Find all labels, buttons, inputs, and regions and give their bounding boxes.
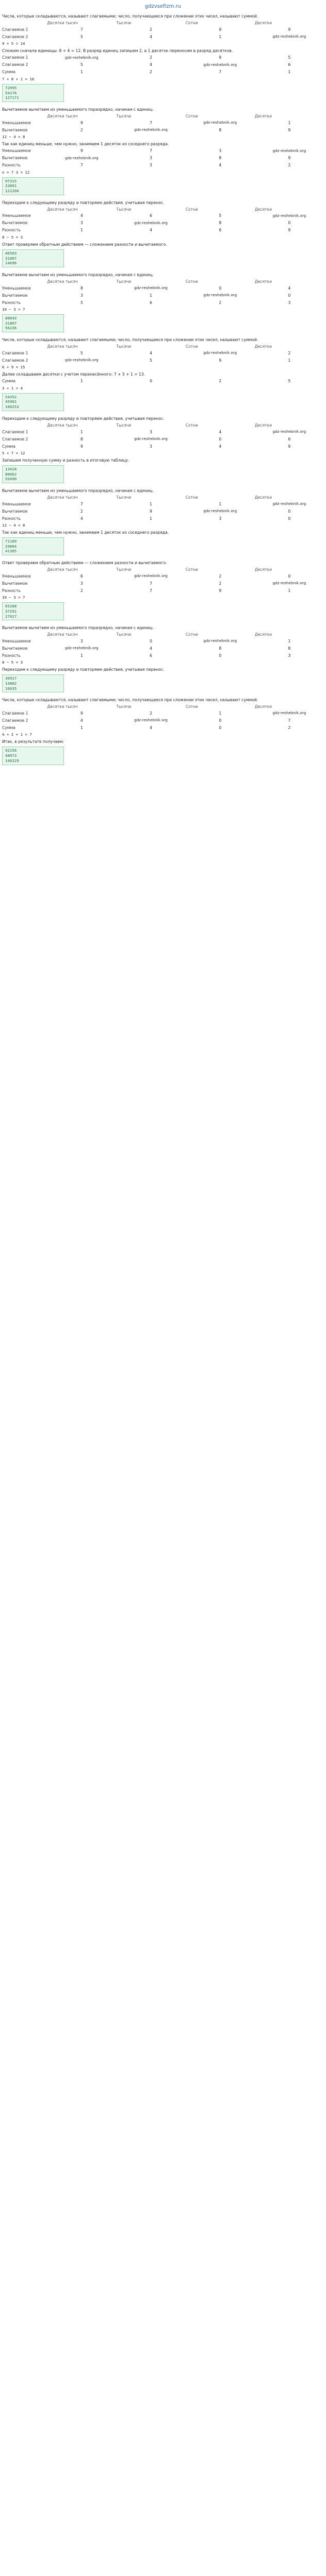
table-row: Сумма 1 2 7 1: [2, 70, 291, 75]
table-row: Уменьшаемое 9 7 gdz-reshebnik.org 1: [2, 120, 291, 125]
document: [2, 0, 324, 2576]
equation: 3 + 1 = 4: [2, 385, 23, 391]
equation: 5 + 7 = 12: [2, 451, 25, 456]
table-row: Сумма 1 4 0 2: [2, 725, 291, 730]
example-block-10: [2, 698, 324, 765]
table-row: Вычитаемое 3 gdz-reshebnik.org 8 0: [2, 221, 291, 226]
paragraph: Переходим к следующему разряду и повторяем действия, учитывая перенос.: [2, 416, 165, 421]
table-row: Слагаемое 1 5 4 gdz-reshebnik.org 2: [2, 350, 291, 355]
answer-box: 65208 37291 27917: [2, 602, 64, 620]
table-header: Десятки тысяч Тысячи Сотни Десятки: [47, 279, 272, 284]
table-row: Сумма 1 0 2 5: [2, 379, 291, 384]
equation: 12 − 4 = 8: [2, 134, 25, 140]
table-row: Вычитаемое gdz-reshebnik.org 4 8 8: [2, 646, 291, 651]
table-header: Десятки тысяч Тысячи Сотни Десятки: [47, 21, 272, 26]
table-row: Слагаемое 2 8 gdz-reshebnik.org 0 6: [2, 436, 291, 442]
table-row: Слагаемое 2 5 4 1 gdz-reshebnik.org: [2, 34, 306, 39]
table-row: Слагаемое 1 9 2 1 gdz-reshebnik.org: [2, 710, 306, 716]
answer-box: 72995 54176 127171: [2, 84, 64, 102]
paragraph: Ответ проверяем обратным действием — сложением разности и вычитаемого.: [2, 561, 167, 566]
equation: 7 + 8 + 1 = 16: [2, 77, 35, 81]
table-row: Уменьшаемое 4 6 5 gdz-reshebnik.org: [2, 213, 306, 218]
table-row: Уменьшаемое 8 gdz-reshebnik.org 0 4: [2, 285, 291, 291]
table-header: Десятки тысяч Тысячи Сотни Десятки: [47, 423, 272, 428]
table-header: Десятки тысяч Тысячи Сотни Десятки: [47, 207, 272, 212]
equation: 4 + 2 + 1 = 7: [2, 732, 32, 737]
table-row: Уменьшаемое 3 0 gdz-reshebnik.org 1: [2, 638, 291, 643]
example-block-6: [2, 416, 324, 483]
answer-box: 46503 31807 14696: [2, 249, 64, 267]
equation: n = 7 3 = 12: [2, 170, 30, 175]
paragraph: Так как единиц меньше, чем нужно, занимаем 1 десяток из соседнего разряда.: [2, 141, 169, 146]
table-row: Слагаемое 1 gdz-reshebnik.org 2 9 5: [2, 55, 291, 60]
paragraph: Числа, которые складываются, называют слагаемыми; число, получающееся при сложении этих чисел, называют суммой.: [2, 14, 258, 19]
example-block-3: [2, 200, 324, 267]
example-block-1: [2, 14, 324, 102]
table-row: Слагаемое 1 7 2 9 9: [2, 27, 291, 32]
paragraph: Вычитаемое вычитаем из уменьшаемого поразрядно, начиная с единиц.: [2, 488, 154, 494]
equation: 8 − 5 = 3: [2, 660, 23, 665]
answer-box: 97315 23891 121206: [2, 177, 64, 195]
table-header: Десятки тысяч Тысячи Сотни Десятки: [47, 567, 272, 572]
answer-box: 92156 48073 140229: [2, 747, 64, 765]
answer-box: 13428 80062 93490: [2, 465, 64, 483]
paragraph: Числа, которые складываются, называют слагаемыми; число, получающееся при сложении этих чисел, называют суммой.: [2, 337, 258, 343]
table-header: Десятки тысяч Тысячи Сотни Десятки: [47, 344, 272, 349]
table-row: Вычитаемое 3 7 2 gdz-reshebnik.org: [2, 581, 306, 586]
equation: 6 + 9 = 15: [2, 365, 25, 370]
paragraph: Сложим сначала единицы: 8 + 4 = 12. В разряд единиц запишем 2, а 1 десяток переносим в разряд десятков.: [2, 48, 233, 53]
example-block-5: [2, 337, 324, 411]
table-row: Уменьшаемое 6 gdz-reshebnik.org 2 0: [2, 573, 291, 579]
example-block-8: [2, 561, 324, 620]
table-row: Слагаемое 1 1 3 4 gdz-reshebnik.org: [2, 429, 306, 434]
paragraph: Числа, которые складываются, называют слагаемыми; число, получающееся при сложении этих чисел, называют суммой.: [2, 698, 258, 703]
answer-box: 54352 45901 100253: [2, 393, 64, 411]
table-row: Разность 5 6 2 3: [2, 300, 291, 305]
table-row: Вычитаемое 2 gdz-reshebnik.org 8 9: [2, 127, 291, 132]
table-row: Уменьшаемое 7 1 1 gdz-reshebnik.org: [2, 501, 306, 506]
answer-box: 88043 31807 56236: [2, 314, 64, 332]
table-header: Десятки тысяч Тысячи Сотни Десятки: [47, 704, 272, 709]
table-row: Слагаемое 2 gdz-reshebnik.org 5 9 1: [2, 358, 291, 363]
paragraph: Вычитаемое вычитаем из уменьшаемого поразрядно, начиная с единиц.: [2, 273, 154, 278]
paragraph: Так как единиц меньше, чем нужно, занимаем 1 десяток из соседнего разряда.: [2, 530, 169, 535]
table-header: Десятки тысяч Тысячи Сотни Десятки: [47, 114, 272, 119]
example-block-4: [2, 273, 324, 332]
table-row: Вычитаемое gdz-reshebnik.org 3 8 9: [2, 156, 291, 161]
table-row: Разность 1 4 6 9: [2, 228, 291, 233]
table-row: Слагаемое 2 4 gdz-reshebnik.org 0 7: [2, 718, 291, 723]
paragraph: Ответ проверяем обратным действием — сложением разности и вычитаемого.: [2, 242, 167, 247]
table-row: Слагаемое 2 5 4 gdz-reshebnik.org 6: [2, 62, 291, 67]
paragraph: Вычитаемое вычитаем из уменьшаемого поразрядно, начиная с единиц.: [2, 107, 154, 112]
paragraph: Переходим к следующему разряду и повторяем действия, учитывая перенос.: [2, 200, 165, 205]
answer-box: 30917 14882 16035: [2, 674, 64, 692]
table-header: Десятки тысяч Тысячи Сотни Десятки: [47, 632, 272, 637]
paragraph: Запишем полученную сумму и разность в итоговую таблицу.: [2, 457, 129, 463]
table-row: Вычитаемое 3 1 gdz-reshebnik.org 0: [2, 293, 291, 298]
paragraph: Вычитаемое вычитаем из уменьшаемого поразрядно, начиная с единиц.: [2, 625, 154, 631]
table-row: Уменьшаемое 9 7 3 gdz-reshebnik.org: [2, 148, 306, 154]
table-row: Разность 4 1 3 0: [2, 516, 291, 521]
example-block-7: [2, 488, 324, 555]
paragraph: Далее складываем десятки с учетом перенесённого: 7 + 5 + 1 = 13.: [2, 371, 145, 377]
table-header: Десятки тысяч Тысячи Сотни Десятки: [47, 495, 272, 500]
table-row: Вычитаемое 2 9 gdz-reshebnik.org 0: [2, 509, 291, 514]
equation: 12 − 4 = 8: [2, 523, 25, 528]
equation: 9 + 5 = 14: [2, 41, 25, 46]
table-row: Разность 1 6 0 3: [2, 653, 291, 658]
paragraph: Переходим к следующему разряду и повторяем действия, учитывая перенос.: [2, 667, 165, 672]
table-row: Разность 2 7 9 1: [2, 588, 291, 593]
example-block-2: [2, 107, 324, 195]
table-row: Сумма 9 3 4 9: [2, 444, 291, 449]
answer-box: 71109 29804 41305: [2, 537, 64, 555]
site-title[interactable]: gdzvsefizm.ru: [144, 4, 182, 9]
equation: 8 − 5 = 3: [2, 234, 23, 240]
equation: 10 − 3 = 7: [2, 595, 25, 600]
equation: 10 − 3 = 7: [2, 307, 25, 312]
example-block-9: [2, 625, 324, 692]
paragraph: Итак, в результате получаем:: [2, 739, 64, 744]
table-row: Разность 7 3 4 2: [2, 163, 291, 168]
